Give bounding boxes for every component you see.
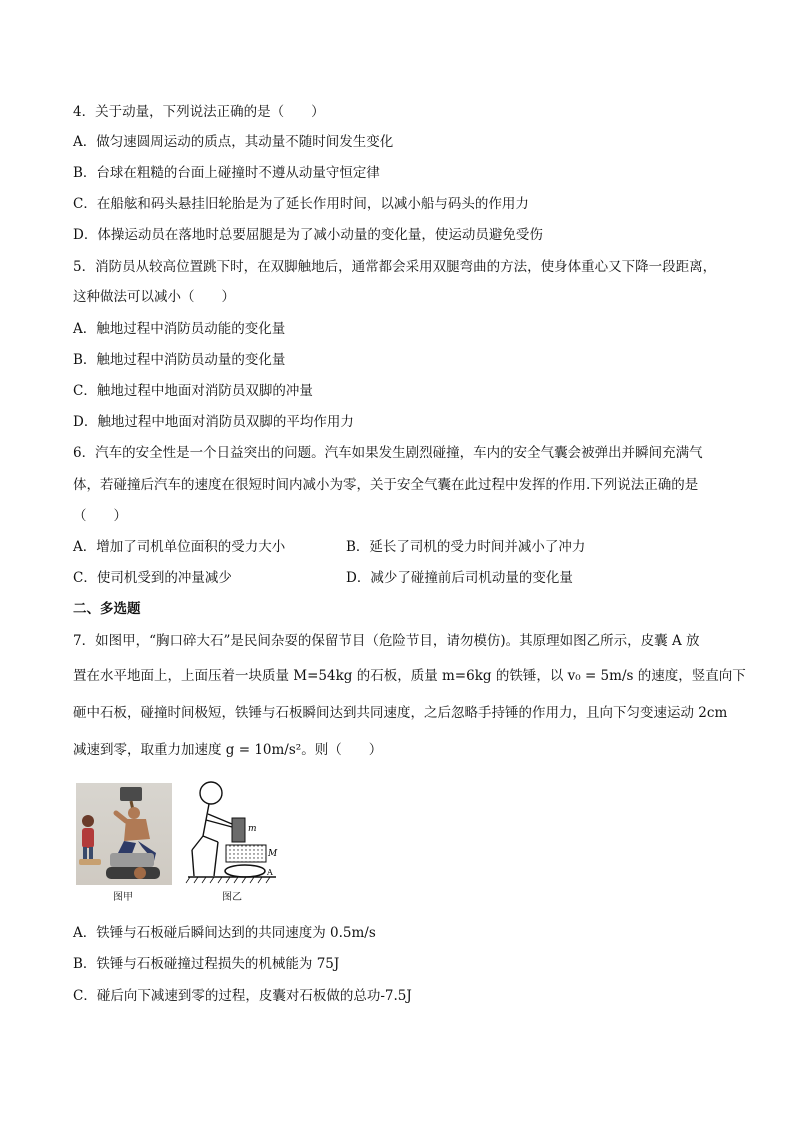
- label-M: M: [268, 849, 278, 859]
- q6-stem-line2: 体，若碰撞后汽车的速度在很短时间内减小为零，关于安全气囊在此过程中发挥的作用.下列说法正确的是: [73, 477, 699, 493]
- q7-stem-line1: 7．如图甲，“胸口碎大石”是民间杂耍的保留节目（危险节目，请勿模仿)。其原理如图乙所示，皮囊 A 放: [73, 633, 700, 649]
- q4-option-c: C．在船舷和码头悬挂旧轮胎是为了延长作用时间，以减小船与码头的作用力: [73, 196, 529, 212]
- q7-stem-line2: 置在水平地面上，上面压着一块质量 M=54kg 的石板，质量 m=6kg 的铁锤，以 v₀ = 5m/s 的速度，竖直向下: [73, 668, 746, 684]
- q7-stem-line4: 减速到零，取重力加速度 g = 10m/s²。则（ ）: [73, 742, 383, 758]
- figure-head: [200, 782, 222, 804]
- q4-option-a: A．做匀速圆周运动的质点，其动量不随时间发生变化: [73, 134, 394, 150]
- q5-stem-line2: 这种做法可以减小（ ）: [73, 289, 235, 305]
- section-title: 二、多选题: [73, 601, 141, 617]
- label-m: m: [248, 824, 257, 834]
- q5-option-d: D．触地过程中地面对消防员双脚的平均作用力: [73, 414, 354, 430]
- physics-diagram: [184, 780, 364, 888]
- caption-figure-b: 图乙: [222, 892, 242, 903]
- label-A: A: [267, 868, 273, 877]
- q6-stem-line1: 6．汽车的安全性是一个日益突出的问题。汽车如果发生剧烈碰撞，车内的安全气囊会被弹出并瞬间充满气: [73, 445, 703, 461]
- q5-option-a: A．触地过程中消防员动能的变化量: [73, 321, 286, 337]
- q6-option-a: A．增加了司机单位面积的受力大小: [73, 539, 286, 555]
- q7-option-c: C．碰后向下减速到零的过程，皮囊对石板做的总功-7.5J: [73, 988, 412, 1004]
- q7-option-b: B．铁锤与石板碰撞过程损失的机械能为 75J: [73, 956, 340, 972]
- q5-option-c: C．触地过程中地面对消防员双脚的冲量: [73, 383, 313, 399]
- air-bag: [225, 865, 265, 877]
- q6-option-b: B．延长了司机的受力时间并减小了冲力: [346, 539, 586, 555]
- q5-stem-line1: 5．消防员从较高位置跳下时，在双脚触地后，通常都会采用双腿弯曲的方法，使身体重心又下降一段距离，: [73, 259, 717, 275]
- q6-stem-line3: （ ）: [73, 508, 127, 524]
- q6-option-c: C．使司机受到的冲量减少: [73, 570, 232, 586]
- q6-option-d: D．减少了碰撞前后司机动量的变化量: [346, 570, 573, 586]
- photo-illustration: [76, 783, 172, 885]
- performer-photo: [76, 783, 172, 885]
- q7-option-a: A．铁锤与石板碰后瞬间达到的共同速度为 0.5m/s: [73, 925, 376, 941]
- q4-stem: 4．关于动量，下列说法正确的是（ ）: [73, 104, 325, 120]
- q7-stem-line3: 砸中石板，碰撞时间极短，铁锤与石板瞬间达到共同速度，之后忽略手持锤的作用力，且向下匀变速运动 2cm: [73, 705, 728, 721]
- stone-slab: [226, 845, 266, 862]
- caption-figure-a: 图甲: [113, 892, 133, 903]
- q4-option-d: D．体操运动员在落地时总要屈腿是为了减小动量的变化量，使运动员避免受伤: [73, 227, 543, 243]
- q5-option-b: B．触地过程中消防员动量的变化量: [73, 352, 286, 368]
- q4-option-b: B．台球在粗糙的台面上碰撞时不遵从动量守恒定律: [73, 165, 380, 181]
- hammer-block: [232, 818, 245, 842]
- ground-hatch: [186, 877, 270, 883]
